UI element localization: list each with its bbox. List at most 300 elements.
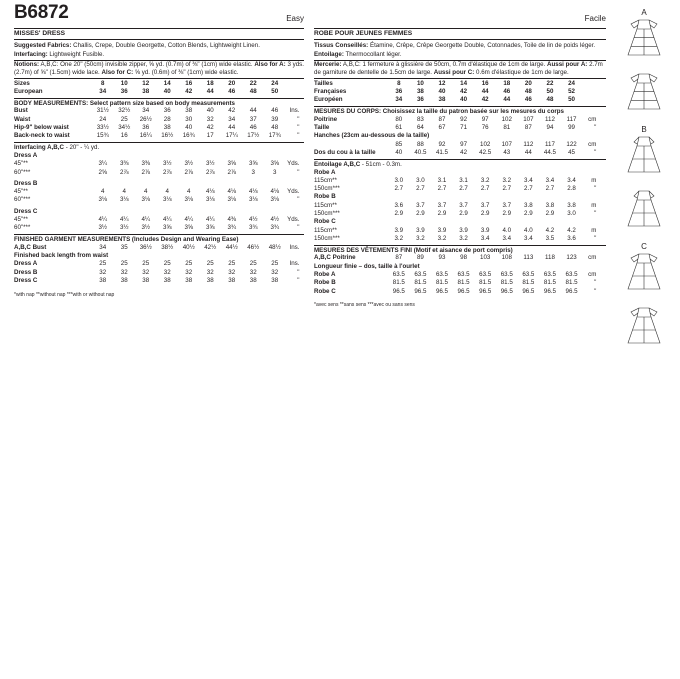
cell-value: 3⅛ bbox=[184, 196, 194, 204]
cell-value: 48 bbox=[249, 87, 257, 95]
cell-value: 96.5 bbox=[565, 287, 578, 295]
cell-value: 4 bbox=[187, 188, 191, 196]
row-label: 60"*** bbox=[14, 224, 31, 232]
row-label: A,B,C Bust bbox=[14, 243, 47, 251]
pattern-number: B6872 bbox=[14, 2, 69, 23]
cell-value: 46 bbox=[228, 87, 236, 95]
sub-heading: Dress C bbox=[14, 207, 38, 215]
cell-value: 3.8 bbox=[524, 201, 533, 209]
cell-value: 34 bbox=[99, 87, 107, 95]
cell-value: 38 bbox=[120, 277, 128, 285]
cell-value: 2.7 bbox=[545, 185, 555, 193]
cell-value: 44 bbox=[228, 124, 236, 131]
row-label: Waist bbox=[14, 115, 31, 123]
yardage-table-fr bbox=[314, 168, 606, 243]
interfacing-line-fr: Entoilage: Thermocollant léger. bbox=[314, 51, 402, 59]
table-row bbox=[14, 224, 304, 232]
row-label: Robe A bbox=[314, 271, 336, 279]
cell-value: 96.5 bbox=[522, 287, 535, 295]
cell-value: 4¼ bbox=[205, 215, 215, 223]
cell-value: 3⅛ bbox=[98, 196, 108, 204]
cell-value: 103 bbox=[480, 254, 491, 262]
cell-value: 38 bbox=[142, 87, 150, 95]
cell-value: 42 bbox=[228, 107, 236, 115]
cell-value: 32 bbox=[271, 268, 279, 276]
cell-value: 118 bbox=[545, 254, 555, 262]
table-row bbox=[14, 188, 304, 196]
row-label: 115cm** bbox=[314, 176, 337, 184]
row-label: Dress C bbox=[14, 277, 38, 285]
cell-value: 38 bbox=[206, 277, 214, 285]
cell-value: 25 bbox=[163, 260, 171, 268]
unit: " bbox=[594, 234, 597, 242]
cell-value: 25 bbox=[120, 115, 128, 123]
cell-value: 3.4 bbox=[545, 176, 555, 184]
cell-value: 3.7 bbox=[416, 201, 425, 209]
cell-value: 44 bbox=[249, 107, 257, 115]
cell-value: 25 bbox=[271, 260, 279, 268]
cell-value: 4⅛ bbox=[270, 188, 280, 196]
row-label: Françaises bbox=[314, 87, 347, 95]
unit: cm bbox=[588, 271, 597, 279]
difficulty-label: Easy bbox=[286, 14, 304, 23]
cell-value: 63.5 bbox=[414, 271, 427, 279]
finished-table-fr bbox=[314, 254, 606, 295]
cell-value: 81.5 bbox=[543, 279, 556, 287]
cell-value: 2.9 bbox=[394, 209, 404, 217]
cell-value: 44 bbox=[206, 87, 214, 95]
row-label: 150cm*** bbox=[314, 185, 340, 193]
cell-value: 3.9 bbox=[437, 226, 447, 234]
row-label: 60"*** bbox=[14, 168, 31, 176]
table-row bbox=[314, 234, 606, 242]
view-label: C bbox=[641, 242, 647, 251]
cell-value: 96.5 bbox=[435, 287, 448, 295]
unit: " bbox=[297, 268, 300, 276]
cell-value: 32 bbox=[185, 268, 193, 276]
row-label: 45"** bbox=[14, 215, 28, 223]
cell-value: 3.7 bbox=[437, 201, 447, 209]
row-label: 115cm** bbox=[314, 226, 337, 234]
cell-value: 63.5 bbox=[435, 271, 448, 279]
cell-value: 3⅜ bbox=[141, 160, 151, 168]
body-measurements-title: BODY MEASUREMENTS: Select pattern size based on body measurements bbox=[14, 98, 304, 107]
cell-value: 52 bbox=[568, 87, 575, 95]
footnote-fr: *avec sens **sans sens ***avec ou sans sens bbox=[314, 302, 415, 309]
cell-value: 46 bbox=[503, 87, 511, 95]
cell-value: 36½ bbox=[139, 243, 152, 251]
cell-value: 3⅝ bbox=[270, 160, 280, 168]
cell-value: 45 bbox=[568, 148, 575, 156]
cell-value: 32 bbox=[120, 268, 128, 276]
cell-value: 44 bbox=[503, 96, 511, 104]
cell-value: 4⅛ bbox=[205, 188, 215, 196]
cell-value: 20 bbox=[228, 79, 236, 87]
unit: " bbox=[594, 124, 597, 131]
cell-value: 42 bbox=[481, 96, 489, 104]
cell-value: 96.5 bbox=[500, 287, 513, 295]
cell-value: 3 bbox=[251, 168, 255, 176]
cell-value: 10 bbox=[416, 79, 424, 87]
cell-value: 34 bbox=[142, 107, 150, 115]
table-row bbox=[14, 115, 304, 123]
cell-value: 50 bbox=[568, 96, 575, 104]
cell-value: 3.2 bbox=[394, 234, 404, 242]
cell-value: 4.2 bbox=[567, 226, 576, 234]
cell-value: 2.7 bbox=[394, 185, 404, 193]
dress-a-back-sketch bbox=[616, 71, 672, 111]
cell-value: 40 bbox=[206, 107, 214, 115]
cell-value: 3.5 bbox=[545, 234, 555, 242]
cell-value: 31½ bbox=[96, 107, 109, 115]
cell-value: 3 bbox=[273, 168, 277, 176]
cell-value: 3⅝ bbox=[162, 224, 172, 232]
cell-value: 67 bbox=[438, 124, 446, 131]
cell-value: 44 bbox=[524, 148, 532, 156]
table-row bbox=[314, 148, 606, 156]
cell-value: 2.9 bbox=[459, 209, 468, 217]
cell-value: 3¾ bbox=[248, 224, 258, 232]
cell-value: 4.0 bbox=[502, 226, 512, 234]
cell-value: 32 bbox=[142, 268, 150, 276]
cell-value: 42 bbox=[206, 124, 214, 131]
table-row bbox=[314, 201, 606, 209]
cell-value: 38 bbox=[438, 96, 446, 104]
sub-heading: Finished back length from waist bbox=[14, 252, 109, 260]
cell-value: 24 bbox=[271, 79, 279, 87]
unit: cm bbox=[588, 115, 597, 123]
cell-value: 3½ bbox=[119, 224, 129, 232]
unit: cm bbox=[588, 140, 597, 148]
cell-value: 108 bbox=[501, 254, 512, 262]
cell-value: 3.1 bbox=[459, 176, 468, 184]
cell-value: 38 bbox=[99, 277, 107, 285]
cell-value: 16 bbox=[120, 132, 128, 140]
row-label: Dress B bbox=[14, 268, 38, 276]
cell-value: 2.9 bbox=[480, 209, 490, 217]
cell-value: 4¼ bbox=[162, 215, 172, 223]
cell-value: 36 bbox=[120, 87, 128, 95]
cell-value: 25 bbox=[120, 260, 128, 268]
cell-value: 3.9 bbox=[416, 226, 425, 234]
header bbox=[14, 0, 304, 28]
cell-value: 38 bbox=[416, 87, 424, 95]
sizes-table-fr bbox=[314, 79, 606, 104]
table-row bbox=[14, 132, 304, 140]
cell-value: 107 bbox=[501, 140, 512, 148]
cell-value: 15¾ bbox=[96, 132, 109, 140]
table-row bbox=[314, 185, 606, 193]
cell-value: 3.1 bbox=[437, 176, 447, 184]
cell-value: 42 bbox=[460, 148, 468, 156]
cell-value: 81.5 bbox=[457, 279, 470, 287]
cell-value: 3.2 bbox=[437, 234, 447, 242]
cell-value: 97 bbox=[481, 115, 489, 123]
interfacing-line: Interfacing: Lightweight Fusible. bbox=[14, 51, 105, 59]
cell-value: 34 bbox=[395, 96, 403, 104]
cell-value: 3.2 bbox=[459, 234, 468, 242]
cell-value: 97 bbox=[460, 140, 468, 148]
cell-value: 2⅞ bbox=[162, 168, 172, 176]
cell-value: 96.5 bbox=[414, 287, 427, 295]
cell-value: 18 bbox=[503, 79, 511, 87]
table-row bbox=[314, 279, 606, 287]
cell-value: 63.5 bbox=[479, 271, 492, 279]
cell-value: 3⅛ bbox=[248, 196, 258, 204]
difficulty-label-fr: Facile bbox=[584, 14, 606, 23]
cell-value: 40 bbox=[460, 96, 468, 104]
cell-value: 36 bbox=[163, 107, 171, 115]
cell-value: 2⅞ bbox=[205, 168, 215, 176]
cell-value: 98 bbox=[460, 254, 468, 262]
cell-value: 2⅞ bbox=[227, 168, 237, 176]
cell-value: 2.9 bbox=[524, 209, 533, 217]
cell-value: 3⅝ bbox=[227, 160, 237, 168]
cell-value: 123 bbox=[566, 254, 577, 262]
dress-c-front-sketch bbox=[616, 251, 672, 291]
cell-value: 38 bbox=[228, 277, 236, 285]
cell-value: 2.7 bbox=[437, 185, 447, 193]
table-row bbox=[14, 243, 304, 251]
row-label: 115cm** bbox=[314, 201, 337, 209]
cell-value: 34 bbox=[228, 115, 236, 123]
table-row bbox=[314, 124, 606, 132]
cell-value: 33½ bbox=[96, 124, 109, 131]
sub-heading: Robe B bbox=[314, 193, 336, 201]
cell-value: 34 bbox=[99, 243, 107, 251]
row-label: 45"** bbox=[14, 160, 28, 168]
cell-value: 46½ bbox=[247, 243, 260, 251]
cell-value: 38 bbox=[142, 277, 150, 285]
cell-value: 83 bbox=[416, 115, 424, 123]
table-row bbox=[314, 87, 606, 95]
table-row bbox=[314, 226, 606, 234]
cell-value: 3.4 bbox=[567, 176, 576, 184]
cell-value: 28 bbox=[163, 115, 171, 123]
cell-value: 32 bbox=[206, 268, 214, 276]
table-row bbox=[314, 254, 606, 262]
body-measurements-title-fr: MESURES DU CORPS: Choisissez la taille du patron basée sur les mesures du corps bbox=[314, 106, 606, 115]
unit: Ins. bbox=[289, 243, 300, 251]
header-fr bbox=[314, 0, 606, 28]
row-label: Dos du cou à la taille bbox=[314, 148, 376, 156]
cell-value: 41.5 bbox=[435, 148, 448, 156]
finished-title: FINISHED GARMENT MEASUREMENTS (Includes Design and Wearing Ease) bbox=[14, 234, 304, 243]
unit: Ins. bbox=[289, 260, 300, 268]
cell-value: 32 bbox=[228, 268, 236, 276]
row-label: Dress A bbox=[14, 260, 38, 268]
cell-value: 12 bbox=[142, 79, 150, 87]
cell-value: 3⅝ bbox=[248, 160, 258, 168]
cell-value: 3.7 bbox=[502, 201, 512, 209]
unit: " bbox=[297, 224, 300, 232]
finished-title-fr: MESURES DES VÊTEMENTS FINI (Motif et aisance de port compris) bbox=[314, 245, 606, 254]
cell-value: 4 bbox=[101, 188, 105, 196]
cell-value: 22 bbox=[546, 79, 554, 87]
cell-value: 38 bbox=[163, 277, 171, 285]
cell-value: 36 bbox=[395, 87, 403, 95]
cell-value: 25 bbox=[142, 260, 150, 268]
cell-value: 4⅛ bbox=[227, 188, 237, 196]
cell-value: 36 bbox=[416, 96, 424, 104]
interfacing-title: Interfacing A,B,C - 20" - ¼ yd. bbox=[14, 142, 304, 151]
cell-value: 81 bbox=[503, 124, 511, 131]
row-label: Poitrine bbox=[314, 115, 338, 123]
dress-b-front-sketch bbox=[616, 134, 672, 174]
row-label: 60"*** bbox=[14, 196, 31, 204]
cell-value: 93 bbox=[438, 254, 446, 262]
cell-value: 3.2 bbox=[416, 234, 425, 242]
cell-value: 38 bbox=[271, 277, 279, 285]
unit: " bbox=[594, 209, 597, 217]
cell-value: 2.8 bbox=[567, 185, 576, 193]
cell-value: 3.9 bbox=[394, 226, 404, 234]
cell-value: 88 bbox=[416, 140, 424, 148]
cell-value: 87 bbox=[395, 254, 403, 262]
notions-line-fr: Mercerie: A,B,C: 1 fermeture à glissière de 50cm, 0.7m d'élastique de 1cm de large. Aussi pour A: 2.7m de garniture de dentelle de 1.5cm de large. Aussi pour C: 0.6m d'élastique de 1cm de large. bbox=[314, 61, 603, 76]
french-column bbox=[314, 0, 606, 309]
cell-value: 4½ bbox=[270, 215, 280, 223]
sub-heading: Hanches (23cm au-dessous de la taille) bbox=[314, 132, 430, 140]
cell-value: 3.6 bbox=[394, 201, 404, 209]
cell-value: 81.5 bbox=[392, 279, 405, 287]
cell-value: 63.5 bbox=[543, 271, 556, 279]
cell-value: 48 bbox=[271, 124, 279, 131]
cell-value: 16½ bbox=[161, 132, 174, 140]
unit: " bbox=[594, 185, 597, 193]
cell-value: 3⅛ bbox=[141, 196, 151, 204]
cell-value: 102 bbox=[480, 140, 491, 148]
cell-value: 42½ bbox=[204, 243, 217, 251]
unit: " bbox=[594, 287, 597, 295]
cell-value: 48 bbox=[524, 87, 532, 95]
view-label: B bbox=[641, 125, 647, 134]
section-title-fr: ROBE POUR JEUNES FEMMES bbox=[314, 30, 413, 37]
cell-value: 113 bbox=[523, 254, 534, 262]
cell-value: 42 bbox=[460, 87, 468, 95]
cell-value: 3½ bbox=[162, 160, 172, 168]
cell-value: 117 bbox=[545, 140, 555, 148]
cell-value: 4 bbox=[144, 188, 148, 196]
cell-value: 92 bbox=[460, 115, 468, 123]
table-row bbox=[314, 79, 606, 87]
cell-value: 40 bbox=[395, 148, 403, 156]
cell-value: 40 bbox=[438, 87, 446, 95]
cell-value: 3¼ bbox=[98, 160, 108, 168]
cell-value: 63.5 bbox=[392, 271, 405, 279]
cell-value: 25 bbox=[206, 260, 214, 268]
cell-value: 2⅞ bbox=[119, 168, 129, 176]
cell-value: 36 bbox=[142, 124, 150, 131]
cell-value: 32 bbox=[249, 268, 257, 276]
cell-value: 42.5 bbox=[479, 148, 492, 156]
cell-value: 81.5 bbox=[479, 279, 492, 287]
cell-value: 38 bbox=[185, 277, 193, 285]
notions-line: Notions: A,B,C: One 20" (50cm) invisible zipper, ⅝ yd. (0.7m) of ⅜" (1cm) wide elastic. Also for A: 3 yds.(2.7m) of ⅝" (1.5cm) wide lace. Also for C: ⅝ yd. (0.6m) of ⅜" (1cm) wide elastic. bbox=[14, 61, 304, 76]
finished-table bbox=[14, 243, 304, 284]
unit: " bbox=[297, 132, 300, 140]
row-label: Tailles bbox=[314, 79, 333, 87]
cell-value: 3⅛ bbox=[162, 196, 172, 204]
cell-value: 42 bbox=[185, 87, 193, 95]
sub-heading: Dress B bbox=[14, 179, 38, 187]
unit: " bbox=[594, 148, 597, 156]
cell-value: 4¼ bbox=[141, 215, 151, 223]
cell-value: 64 bbox=[416, 124, 424, 131]
unit: m bbox=[591, 176, 597, 184]
cell-value: 63.5 bbox=[457, 271, 470, 279]
row-label: Back-neck to waist bbox=[14, 132, 70, 140]
cell-value: 3.0 bbox=[394, 176, 404, 184]
cell-value: 81.5 bbox=[414, 279, 427, 287]
cell-value: 3.9 bbox=[480, 226, 490, 234]
cell-value: 37 bbox=[249, 115, 257, 123]
cell-value: 38½ bbox=[161, 243, 174, 251]
cell-value: 3.8 bbox=[545, 201, 555, 209]
cell-value: 25 bbox=[185, 260, 193, 268]
cell-value: 25 bbox=[99, 260, 107, 268]
cell-value: 99 bbox=[568, 124, 575, 131]
yardage-table bbox=[14, 151, 304, 232]
cell-value: 2.7 bbox=[502, 185, 512, 193]
cell-value: 3½ bbox=[141, 224, 151, 232]
cell-value: 3⅝ bbox=[184, 224, 194, 232]
row-label: Robe B bbox=[314, 279, 336, 287]
unit: Ins. bbox=[289, 107, 300, 115]
cell-value: 50 bbox=[271, 87, 279, 95]
cell-value: 63.5 bbox=[565, 271, 578, 279]
cell-value: 24 bbox=[99, 115, 107, 123]
cell-value: 3.4 bbox=[480, 234, 490, 242]
cell-value: 117 bbox=[566, 115, 577, 123]
cell-value: 20 bbox=[524, 79, 532, 87]
cell-value: 50 bbox=[546, 87, 554, 95]
cell-value: 63.5 bbox=[522, 271, 535, 279]
cell-value: 2.9 bbox=[545, 209, 555, 217]
cell-value: 25 bbox=[228, 260, 236, 268]
cell-value: 3½ bbox=[205, 160, 215, 168]
cell-value: 2.7 bbox=[459, 185, 468, 193]
cell-value: 80 bbox=[395, 115, 403, 123]
row-label: Européen bbox=[314, 96, 343, 104]
cell-value: 3¾ bbox=[227, 224, 237, 232]
footnote: *with nap **without nap ***with or without nap bbox=[14, 291, 115, 298]
row-label: Bust bbox=[14, 107, 28, 115]
cell-value: 2.9 bbox=[502, 209, 512, 217]
cell-value: 89 bbox=[416, 254, 424, 262]
cell-value: 16¾ bbox=[182, 132, 195, 140]
row-label: 150cm*** bbox=[314, 234, 340, 242]
table-row bbox=[314, 176, 606, 184]
row-label: Hip-9" below waist bbox=[14, 124, 69, 131]
cell-value: 87 bbox=[524, 124, 532, 131]
cell-value: 32½ bbox=[118, 107, 131, 115]
cell-value: 40½ bbox=[182, 243, 195, 251]
cell-value: 16 bbox=[185, 79, 193, 87]
cell-value: 4⅛ bbox=[248, 188, 258, 196]
unit: m bbox=[591, 226, 597, 234]
cell-value: 17½ bbox=[247, 132, 260, 140]
cell-value: 4¼ bbox=[98, 215, 108, 223]
cell-value: 102 bbox=[501, 115, 512, 123]
table-row bbox=[14, 260, 304, 268]
cell-value: 48½ bbox=[268, 243, 281, 251]
cell-value: 8 bbox=[101, 79, 105, 87]
unit: " bbox=[297, 196, 300, 204]
sub-heading: Longueur finie – dos, taille à l'ourlet bbox=[314, 262, 420, 270]
cell-value: 3⅛ bbox=[205, 196, 215, 204]
cell-value: 17¼ bbox=[225, 132, 238, 140]
